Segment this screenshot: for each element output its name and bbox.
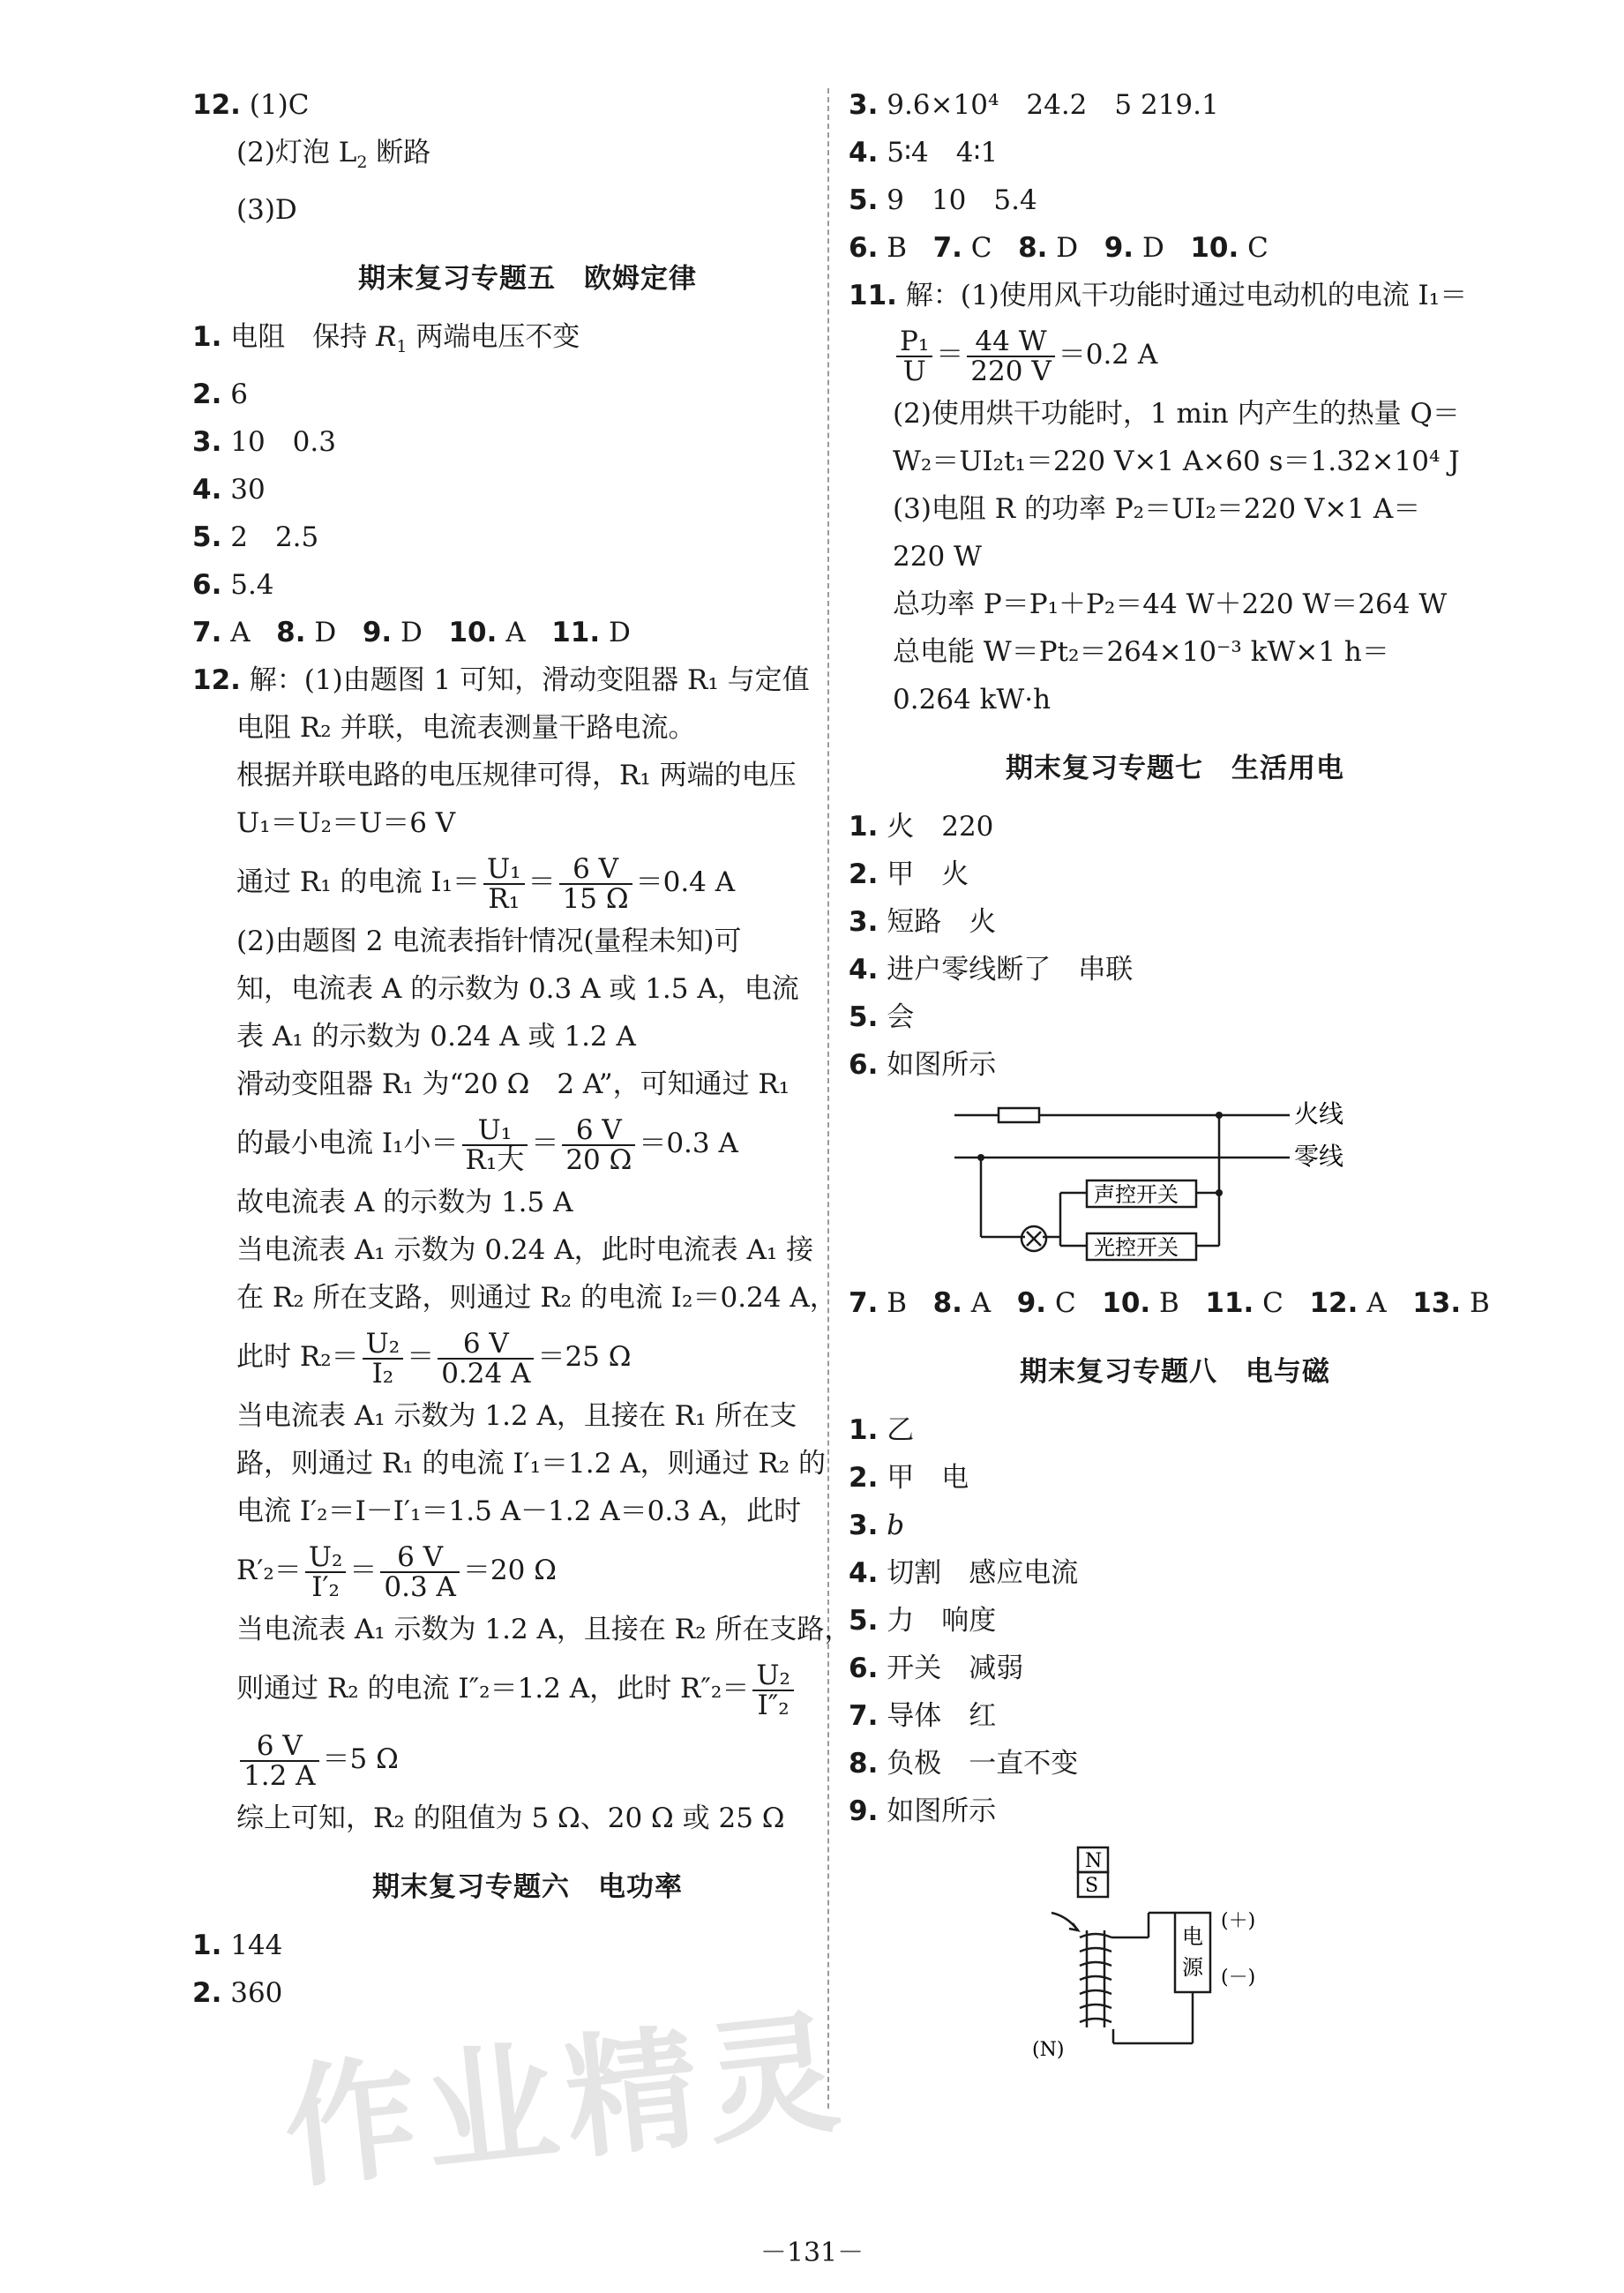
answer-text: 导体 红 [887,1700,997,1732]
page-number: －131－ [760,2237,864,2268]
fraction-numerator: U₂ [308,1540,343,1573]
answer-4 [849,1549,1501,1597]
answer-mc-row [849,1279,1501,1327]
answer-12-line-7: 知，电流表 A 的示数为 0.3 A 或 1.5 A，电流 [236,973,799,1006]
answer-1 [192,1922,863,1969]
answer-choice: D [400,617,423,649]
fraction-denominator: R₁ [483,883,525,913]
answer-number: 3. [849,906,879,938]
n-pole-answer-label: (N) [1032,2039,1065,2061]
left-column [192,81,863,2017]
answer-number: 8. [849,1748,879,1780]
answer-number: 8. [932,1287,962,1319]
answer-12-line-12: 当电流表 A₁ 示数为 0.24 A，此时电流表 A₁ 接 [236,1234,814,1267]
answer-2 [192,371,863,418]
answer-12-line-6: (2)由题图 2 电流表指针情况(量程未知)可 [236,925,742,958]
answer-11-line-8: 总电能 W＝Pt₂＝264×10⁻³ kW×1 h＝ [893,636,1389,668]
answer-choice: D [1056,232,1079,264]
junction-dot [1216,1112,1223,1119]
answer-8 [849,1740,1501,1787]
answer-11-formula-1 [849,319,1501,390]
answer-text: 乙 [887,1414,915,1446]
answer-text: 开关 减弱 [887,1652,1024,1684]
answer-11-line-3: (2)使用烘干功能时，1 min 内产生的热量 Q＝ [893,398,1460,430]
electromagnet-diagram [1025,1842,1290,2063]
answer-text: ＝25 Ω [537,1341,632,1374]
answer-11-line-6: 220 W [893,541,982,573]
answer-6 [849,1041,1501,1089]
answer-choice: A [1366,1287,1387,1319]
answer-12-line-15: 当电流表 A₁ 示数为 1.2 A，且接在 R₁ 所在支 [236,1400,797,1433]
answer-text: 144 [230,1930,283,1962]
answer-choice: A [230,617,251,649]
answer-1 [192,313,863,371]
answer-text: ＝0.3 A [639,1128,738,1160]
answer-number: 7. [932,232,962,264]
section-heading-5: 期末复习专题五 欧姆定律 [358,263,697,296]
answer-number: 7. [849,1700,879,1732]
answer-12-line-22: 综上可知，R₂ 的阻值为 5 Ω、20 Ω 或 25 Ω [236,1802,785,1835]
answer-choice: D [314,617,337,649]
answer-text: 此时 R₂＝ [236,1341,359,1374]
answer-number: 10. [1190,232,1239,264]
answer-text: 如图所示 [887,1049,997,1081]
answer-number: 2. [192,1977,222,2010]
answer-11-line-7: 总功率 P＝P₁＋P₂＝44 W＋220 W＝264 W [893,588,1448,620]
answer-12-formula-2 [192,1108,863,1179]
answer-mc-row [849,224,1501,272]
answer-text: 进户零线断了 串联 [887,954,1134,985]
fraction [438,1327,534,1390]
answer-choice: D [608,617,631,649]
answer-text: 负极 一直不变 [887,1748,1079,1780]
answer-number: 13. [1412,1287,1462,1319]
answer-text: ＝0.4 A [635,866,736,899]
plus-label: (＋) [1221,1910,1256,1932]
answer-12-formula-6 [192,1724,863,1795]
junction-dot [1216,1189,1223,1196]
fraction-numerator: U₁ [487,852,521,885]
fraction-denominator: I″₂ [752,1690,794,1720]
answer-mc-row [192,609,863,656]
answer-text: 360 [230,1977,283,2010]
answer-3 [849,1502,1501,1549]
answer-text: 解：(1)由题图 1 可知，滑动变阻器 R₁ 与定值 [249,664,810,697]
answer-number: 7. [849,1287,879,1319]
answer-number: 12. [192,664,241,697]
answer-text: (2)灯泡 L [236,137,357,169]
fraction [896,327,932,386]
answer-choice: C [1262,1287,1283,1319]
section-heading-8: 期末复习专题八 电与磁 [1020,1356,1330,1388]
minus-label: (－) [1221,1967,1256,1989]
answer-5 [192,513,863,561]
answer-number: 5. [849,1605,879,1637]
subscript: 1 [396,337,408,357]
answer-text: 10 0.3 [230,426,336,459]
answer-number: 8. [276,617,306,649]
section-heading-6: 期末复习专题六 电功率 [372,1871,683,1904]
answer-choice: B [1469,1287,1490,1319]
junction-dot [977,1154,984,1161]
answer-number: 12. [192,89,241,121]
answer-number: 5. [849,1001,879,1033]
arrow-head [1069,1923,1078,1930]
household-circuit-diagram [954,1096,1378,1272]
answer-number: 1. [192,321,222,354]
fraction [363,1327,404,1390]
answer-number: 2. [849,1462,879,1494]
answer-12-line-3: 根据并联电路的电压规律可得，R₁ 两端的电压 [236,760,797,792]
answer-number: 4. [849,137,879,169]
answer-6 [849,1645,1501,1692]
answer-text: 断路 [367,137,431,169]
answer-3 [192,418,863,466]
answer-text: 切割 感应电流 [887,1557,1079,1589]
fraction-denominator: 1.2 A [240,1760,319,1790]
answer-text: 则通过 R₂ 的电流 I″₂＝1.2 A，此时 R″₂＝ [236,1673,750,1705]
fraction-denominator: U [896,356,932,386]
answer-11-line-5: (3)电阻 R 的功率 P₂＝UI₂＝220 V×1 A＝ [893,493,1421,525]
answer-number: 9. [1016,1287,1047,1319]
fraction-denominator: 220 V [967,356,1054,386]
answer-text: 甲 火 [887,858,969,890]
answer-choice: C [1247,232,1269,264]
fraction [562,1113,635,1176]
answer-4 [192,466,863,513]
fraction-numerator: 44 W [975,325,1047,357]
answer-number: 4. [849,954,879,985]
answer-number: 10. [1102,1287,1151,1319]
fraction-denominator: I′₂ [305,1571,347,1601]
answer-text: 火 220 [887,811,994,843]
answer-text: 5.4 [230,569,274,602]
fraction [305,1540,347,1603]
answer-11-line-1 [849,272,1501,319]
answer-number: 11. [849,280,897,311]
answer-text: b [887,1510,905,1541]
fraction-denominator: 20 Ω [562,1144,635,1174]
fraction [240,1729,319,1792]
watermark: 作业精灵 [277,1995,855,2207]
equals-sign: ＝ [936,339,964,371]
answer-1 [849,1406,1501,1454]
equals-sign: ＝ [531,1128,559,1160]
answer-choice: B [887,1287,907,1319]
fraction-numerator: 6 V [397,1540,444,1573]
answer-number: 6. [849,1652,879,1684]
fraction-denominator: 0.24 A [438,1358,534,1388]
answer-number: 3. [849,89,879,121]
answer-number: 3. [192,426,222,459]
answer-text: 通过 R₁ 的电流 I₁＝ [236,866,481,899]
answer-12-line-11: 故电流表 A 的示数为 1.5 A [236,1187,573,1219]
answer-choice: B [1159,1287,1179,1319]
answer-number: 9. [362,617,393,649]
answer-number: 11. [1205,1287,1254,1319]
answer-12-prev [192,81,863,129]
answer-text: 如图所示 [887,1795,997,1827]
answer-choice: A [970,1287,992,1319]
fraction-numerator: U₂ [756,1659,790,1691]
answer-12-prev-3 [192,186,863,234]
right-column [849,81,1501,2070]
answer-12-line-2: 电阻 R₂ 并联，电流表测量干路电流。 [236,712,696,745]
fraction-denominator: 15 Ω [559,883,632,913]
answer-12-line-17: 电流 I′₂＝I－I′₁＝1.5 A－1.2 A＝0.3 A，此时 [236,1495,802,1528]
answer-text: 30 [230,474,266,506]
answer-12-prev-2 [192,129,863,186]
answer-number: 8. [1018,232,1048,264]
answer-number: 2. [192,378,222,411]
source-label-2: 源 [1182,1955,1203,1980]
answer-number: 12. [1309,1287,1358,1319]
answer-text: 解：(1)使用风干功能时通过电动机的电流 I₁＝ [905,280,1468,311]
equals-sign: ＝ [349,1555,378,1587]
fraction-denominator: R₁大 [462,1144,528,1174]
equals-sign: ＝ [407,1341,435,1374]
answer-11-line-9: 0.264 kW·h [893,684,1051,716]
answer-2 [192,1969,863,2017]
answer-text: (3)D [236,194,297,227]
subscript: 2 [356,153,368,173]
answer-4 [849,946,1501,993]
answer-number: 9. [849,1795,879,1827]
answer-2 [849,1454,1501,1502]
answer-number: 6. [192,569,222,602]
n-pole-label: N [1085,1850,1103,1872]
section-heading-7: 期末复习专题七 生活用电 [1006,753,1344,784]
answer-12-formula-3 [192,1322,863,1392]
answer-number: 1. [849,811,879,843]
neutral-wire-label: 零线 [1294,1142,1344,1171]
sound-switch-label: 声控开关 [1094,1182,1179,1207]
answer-text: ＝20 Ω [462,1555,557,1587]
answer-3 [849,898,1501,946]
answer-text: 会 [887,1001,915,1033]
variable: R [376,321,397,354]
fraction-numerator: U₂ [365,1327,400,1360]
answer-6 [192,561,863,609]
answer-3 [849,81,1501,129]
answer-text: 的最小电流 I₁小＝ [236,1128,459,1160]
answer-12-line-4: U₁＝U₂＝U＝6 V [236,807,456,840]
answer-text: 短路 火 [887,906,997,938]
answer-number: 9. [1104,232,1134,264]
fraction [559,852,632,915]
answer-number: 11. [551,617,601,649]
answer-text: (1)C [249,89,310,121]
answer-choice: D [1141,232,1164,264]
answer-11-line-4: W₂＝UI₂t₁＝220 V×1 A×60 s＝1.32×10⁴ J [893,446,1460,477]
answer-5 [849,176,1501,224]
answer-number: 2. [849,858,879,890]
answer-text: 2 2.5 [230,521,319,554]
answer-2 [849,851,1501,898]
answer-number: 7. [192,617,222,649]
fraction [483,852,525,915]
fraction [462,1113,528,1176]
answer-number: 10. [448,617,498,649]
answer-12-formula-1 [192,847,863,918]
answer-12-line-1 [192,656,863,704]
fraction [380,1540,460,1603]
answer-5 [849,993,1501,1041]
fraction-numerator: 6 V [462,1327,509,1360]
answer-text: 电阻 保持 [230,321,377,354]
answer-choice: C [970,232,992,264]
answer-text: R′₂＝ [236,1555,302,1587]
source-label-1: 电 [1182,1924,1203,1949]
light-switch-label: 光控开关 [1094,1235,1179,1260]
answer-number: 6. [849,232,879,264]
answer-12-formula-4 [192,1535,863,1606]
answer-text: 9 10 5.4 [887,184,1037,216]
answer-number: 1. [849,1414,879,1446]
answer-12-formula-5 [192,1653,863,1724]
answer-text: ＝5 Ω [322,1743,399,1776]
fraction-numerator: 6 V [256,1729,303,1762]
answer-text: ＝0.2 A [1058,339,1158,371]
fuse [999,1108,1039,1122]
answer-12-line-19: 当电流表 A₁ 示数为 1.2 A，且接在 R₂ 所在支路， [236,1614,852,1646]
fraction-denominator: 0.3 A [380,1571,460,1601]
answer-4 [849,129,1501,176]
fraction-denominator: I₂ [363,1358,404,1388]
answer-number: 5. [849,184,879,216]
answer-text: 9.6×10⁴ 24.2 5 219.1 [887,89,1219,121]
fraction-numerator: U₁ [477,1113,513,1146]
answer-12-line-8: 表 A₁ 的示数为 0.24 A 或 1.2 A [236,1021,636,1053]
live-wire-label: 火线 [1294,1099,1344,1128]
answer-number: 6. [849,1049,879,1081]
fraction [752,1661,794,1720]
answer-5 [849,1597,1501,1645]
answer-choice: A [505,617,526,649]
answer-number: 4. [849,1557,879,1589]
equals-sign: ＝ [528,866,556,899]
fraction-numerator: 6 V [573,852,619,885]
answer-text: 力 响度 [887,1605,997,1637]
answer-7 [849,1692,1501,1740]
arrow-curve [1051,1913,1078,1930]
answer-choice: B [887,232,907,264]
answer-text: 5∶4 4∶1 [887,137,999,169]
answer-number: 5. [192,521,222,554]
answer-12-line-13: 在 R₂ 所在支路，则通过 R₂ 的电流 I₂＝0.24 A， [236,1282,837,1315]
answer-12-line-16: 路，则通过 R₁ 的电流 I′₁＝1.2 A，则通过 R₂ 的 [236,1448,827,1480]
answer-number: 4. [192,474,222,506]
answer-text: 两端电压不变 [407,321,580,354]
fraction-numerator: 6 V [575,1113,622,1146]
answer-number: 3. [849,1510,879,1541]
answer-choice: C [1054,1287,1076,1319]
coil [1080,1934,1111,2022]
answer-number: 1. [192,1930,222,1962]
answer-text: 6 [230,378,248,411]
fraction-numerator: P₁ [900,325,930,357]
fraction [967,327,1054,386]
answer-9 [849,1787,1501,1835]
answer-text: 甲 电 [887,1462,969,1494]
answer-1 [849,803,1501,851]
s-pole-label: S [1085,1875,1099,1897]
answer-12-line-9: 滑动变阻器 R₁ 为“20 Ω 2 A”，可知通过 R₁ [236,1068,790,1101]
